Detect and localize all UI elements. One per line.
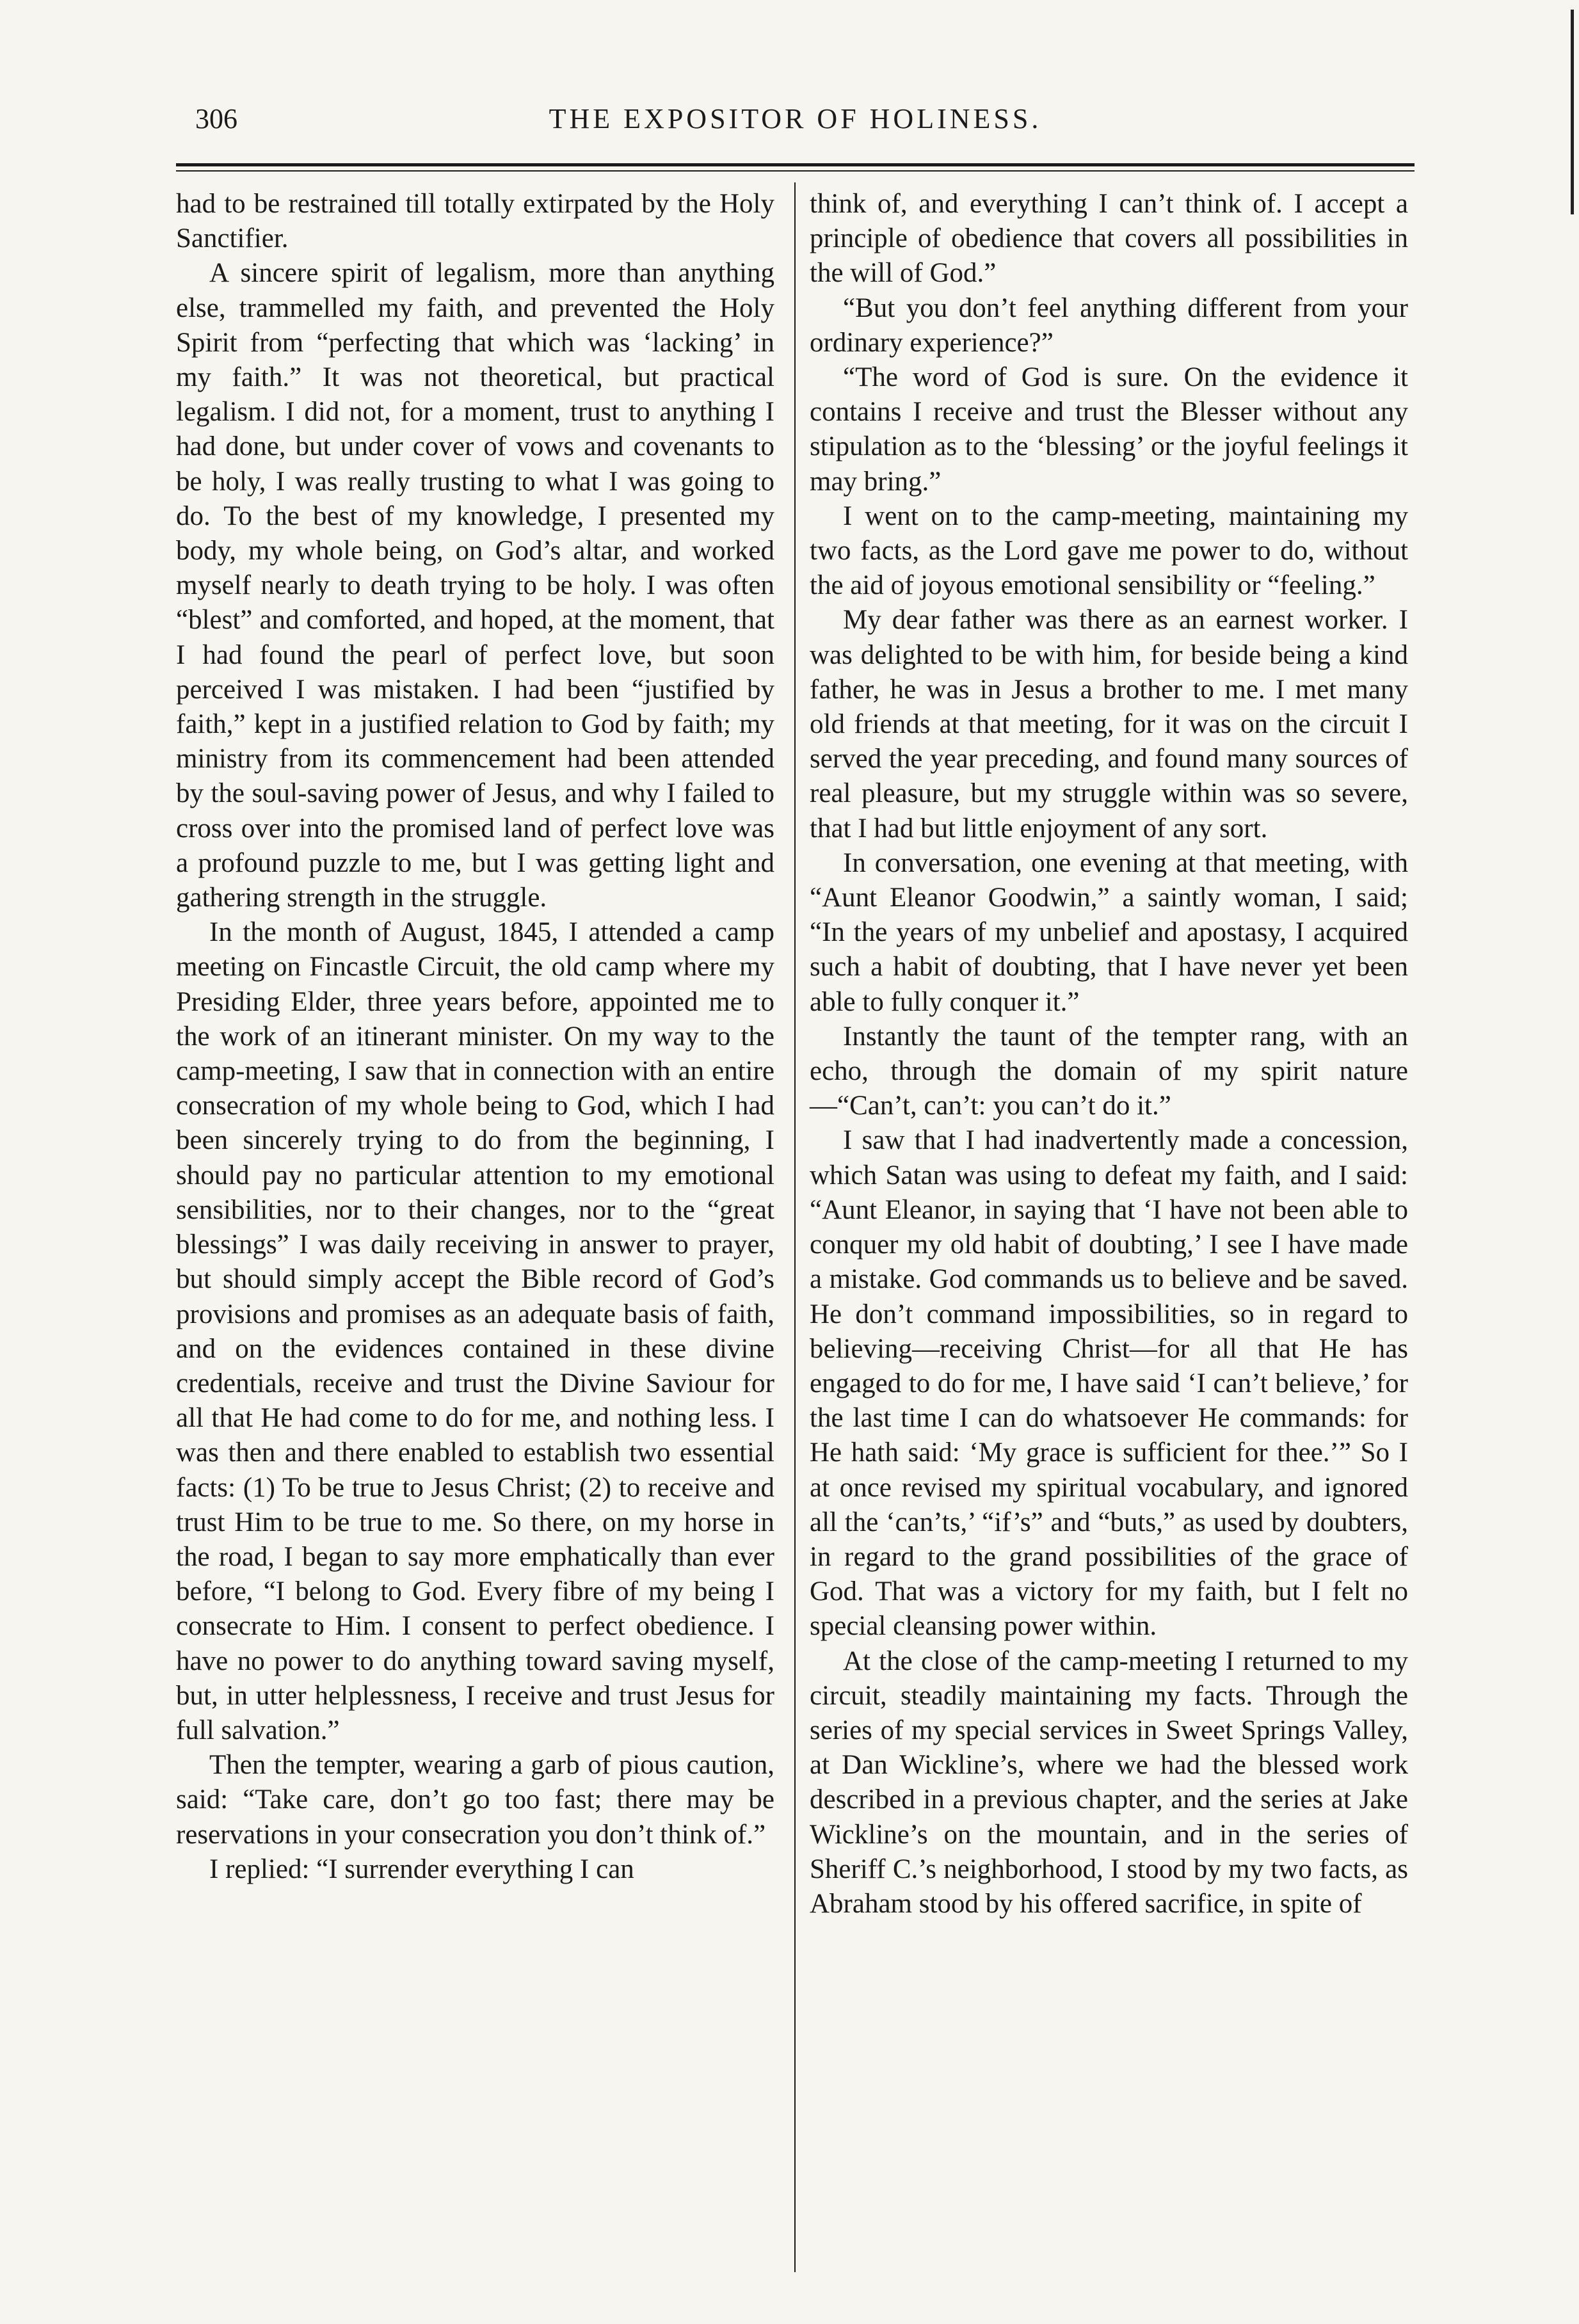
right-column bbox=[810, 187, 1408, 1921]
paragraph: My dear father was there as an earnest worker. I was delighted to be with him, for beside being a kind father, he was in Jesus a brother to me. I met many old friends at that meeting, for it was on the circuit I served the year preceding, and found many sources of real pleasure, but my struggle within was so severe, that I had but little enjoyment of any sort. bbox=[810, 605, 1408, 844]
header-rule-thin bbox=[176, 170, 1415, 172]
paragraph: Instantly the taunt of the tempter rang, with an echo, through the domain of my spirit nature—“Can’t, can’t: you can’t do it.” bbox=[810, 1021, 1408, 1121]
paragraph: Then the tempter, wearing a garb of pious caution, said: “Take care, don’t go too fast; there may be reservations in your consecration you don’t think of.” bbox=[176, 1750, 774, 1850]
paragraph: I saw that I had inadvertently made a concession, which Satan was using to defeat my faith, and I said: “Aunt Eleanor, in saying that ‘I have not been able to conquer my old habit of doubting,’ I see I have made a mistake. God commands us to believe and be saved. He don’t command impossibilities, so in regard to believing—receiving Christ—for all that He has engaged to do for me, I have said ‘I can’t believe,’ for the last time I can do whatsoever He commands: for He hath said: ‘My grace is sufficient for thee.’” So I at once revised my spiritual vocabulary, and ignored all the ‘can’ts,’ “if’s” and “buts,” as used by doubters, in regard to the grand possibilities of the grace of God. That was a victory for my faith, but I felt no special cleansing power within. bbox=[810, 1125, 1408, 1642]
left-column bbox=[176, 187, 774, 1887]
page-edge-mark bbox=[1571, 10, 1574, 214]
paragraph: think of, and everything I can’t think of. I accept a principle of obedience that covers all possibilities in the will of God.” bbox=[810, 189, 1408, 289]
running-title: THE EXPOSITOR OF HOLINESS. bbox=[549, 103, 1042, 134]
paragraph: “The word of God is sure. On the evidence it contains I receive and trust the Blesser without any stipulation as to the ‘blessing’ or the joyful feelings it may bring.” bbox=[810, 362, 1408, 497]
column-divider bbox=[794, 182, 796, 2272]
paragraph: At the close of the camp-meeting I returned to my circuit, steadily maintaining my facts. Through the series of my special services in Sweet Springs Valley, at Dan Wickline’s, where we had the blessed work described in a previous chapter, and the series at Jake Wickline’s on the mountain, and in the series of Sheriff C.’s neighborhood, I stood by my two facts, as Abraham stood by his offered sacrifice, in spite of bbox=[810, 1646, 1408, 1919]
paragraph: had to be restrained till totally extirpated by the Holy Sanctifier. bbox=[176, 189, 774, 254]
paragraph: “But you don’t feel anything different from your ordinary experience?” bbox=[810, 293, 1408, 358]
paragraph: A sincere spirit of legalism, more than anything else, trammelled my faith, and prevented the Holy Spirit from “perfecting that which was ‘lacking’ in my faith.” It was not theoretical, but practical legalism. I did not, for a moment, trust to anything I had done, but under cover of vows and covenants to be holy, I was really trusting to what I was going to do. To the best of my knowledge, I presented my body, my whole being, on God’s altar, and worked myself nearly to death trying to be holy. I was often “blest” and comforted, and hoped, at the moment, that I had found the pearl of perfect love, but soon perceived I was mistaken. I had been “justified by faith,” kept in a justified relation to God by faith; my ministry from its commencement had been attended by the soul-saving power of Jesus, and why I failed to cross over into the promised land of perfect love was a profound puzzle to me, but I was getting light and gathering strength in the struggle. bbox=[176, 258, 774, 913]
paragraph: I went on to the camp-meeting, maintaining my two facts, as the Lord gave me power to do, without the aid of joyous emotional sensibility or “feeling.” bbox=[810, 501, 1408, 601]
paragraph: In the month of August, 1845, I attended a camp meeting on Fincastle Circuit, the old camp where my Presiding Elder, three years before, appointed me to the work of an itinerant minister. On my way to the camp-meeting, I saw that in connection with an entire consecration of my whole being to God, which I had been sincerely trying to do from the beginning, I should pay no particular attention to my emotional sensibilities, nor to their changes, nor to the “great blessings” I was daily receiving in answer to prayer, but should simply accept the Bible record of God’s provisions and promises as an adequate basis of faith, and on the evidences contained in these divine credentials, receive and trust the Divine Saviour for all that He had come to do for me, and nothing less. I was then and there enabled to establish two essential facts: (1) To be true to Jesus Christ; (2) to receive and trust Him to be true to me. So there, on my horse in the road, I began to say more emphatically than ever before, “I belong to God. Every fibre of my being I consecrate to Him. I consent to perfect obedience. I have no power to do anything toward saving myself, but, in utter helplessness, I receive and trust Jesus for full salvation.” bbox=[176, 917, 774, 1745]
paragraph: I replied: “I surrender everything I can bbox=[209, 1854, 634, 1884]
page-header bbox=[176, 102, 1415, 154]
header-rule bbox=[176, 163, 1415, 166]
page-number: 306 bbox=[195, 103, 237, 134]
paragraph: In conversation, one evening at that meeting, with “Aunt Eleanor Goodwin,” a saintly woman, I said; “In the years of my unbelief and apostasy, I acquired such a habit of doubting, that I have never yet been able to fully conquer it.” bbox=[810, 847, 1408, 1017]
